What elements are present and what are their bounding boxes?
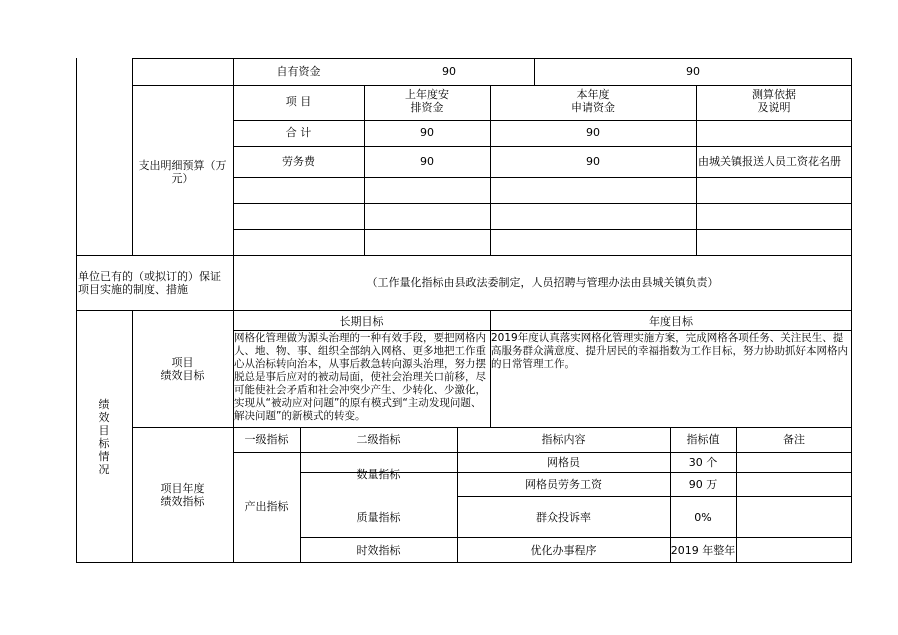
system-label: 单位已有的（或拟订的）保证项目实施的制度、措施 [78, 270, 221, 296]
indicator-header-content: 指标内容 [541, 433, 586, 446]
indicator-value-grid-wages: 90 万 [688, 478, 718, 491]
budget-header-item: 项 目 [285, 95, 312, 108]
indicator-value-complaint-rate: 0% [694, 511, 712, 524]
output-indicator-label: 产出指标 [244, 500, 289, 513]
rule [132, 427, 852, 428]
indicator-content-optimize-process: 优化办事程序 [530, 544, 597, 557]
budget-row-labor-item: 劳务费 [282, 155, 315, 168]
budget-row-total-item: 合 计 [285, 126, 312, 139]
indicator-header-value: 指标值 [686, 433, 720, 446]
annual-indicator-label: 项目年度 绩效指标 [160, 482, 205, 508]
rule [132, 58, 133, 255]
rule [300, 537, 852, 538]
long-term-text: 网格化管理做为源头治理的一种有效手段，要把网格内人、地、物、事、组织全部纳入网格、更多地把工作重心从治标转向治本，从事后救急转向源头治理，努力摆脱总是事后应对的被动局面，使社会治理关口前移，尽可能使社会矛盾和社会冲突少产生、少转化、少激化，实现从“被动应对问题”的原有模式到“主动发现问题、解决问题”的新模式的转变。 [234, 332, 486, 422]
rule [132, 85, 852, 86]
annual-text: 2019年度认真落实网格化管理实施方案，完成网格各项任务、关注民生、提高服务群众满意度、提升居民的幸福指数为工作目标，努力协助抓好本网格内的日常管理工作。 [491, 332, 848, 370]
budget-header-basis: 测算依据 及说明 [752, 88, 796, 114]
self-funds-label: 自有资金 [276, 65, 321, 78]
rule [457, 427, 458, 563]
indicator-header-level1: 一级指标 [244, 433, 289, 446]
indicator-content-grid-wages: 网格员劳务工资 [525, 478, 602, 491]
long-term-header: 长期目标 [339, 315, 384, 328]
rule [233, 203, 852, 204]
quantity-indicator-label: 数量指标 [356, 468, 401, 481]
rule [132, 310, 133, 563]
indicator-content-complaint-rate: 群众投诉率 [536, 511, 591, 524]
performance-section-label: 绩 效 目 标 情 况 [98, 398, 110, 476]
rule [736, 427, 737, 563]
budget-row-labor-this-year: 90 [586, 155, 600, 168]
indicator-value-grid-staff: 30 个 [688, 456, 718, 469]
rule [233, 146, 852, 147]
indicator-value-optimize-process: 2019 年整年 [670, 544, 736, 557]
timeliness-indicator-label: 时效指标 [356, 544, 401, 557]
budget-section-label: 支出明细预算（万元） [138, 159, 227, 185]
rule [76, 310, 852, 311]
annual-header: 年度目标 [649, 315, 693, 328]
quality-indicator-label: 质量指标 [356, 511, 401, 524]
budget-header-this-year: 本年度 申请资金 [571, 88, 615, 114]
budget-form-sheet [76, 58, 852, 563]
rule [457, 496, 852, 497]
self-funds-last-year: 90 [442, 65, 456, 78]
rule [233, 452, 852, 453]
system-value: （工作量化指标由县政法委制定，人员招聘与管理办法由县城关镇负责） [366, 276, 719, 289]
budget-header-last-year: 上年度安 排资金 [405, 88, 449, 114]
indicator-header-level2: 二级指标 [356, 433, 401, 446]
budget-row-labor-last-year: 90 [420, 155, 434, 168]
rule [76, 255, 852, 256]
border-top [132, 58, 852, 59]
indicator-content-grid-staff: 网格员 [547, 456, 580, 469]
rule [233, 120, 852, 121]
budget-row-total-last-year: 90 [420, 126, 434, 139]
self-funds-this-year: 90 [686, 65, 700, 78]
rule [233, 229, 852, 230]
indicator-header-remark: 备注 [783, 433, 805, 446]
project-goal-label: 项目 绩效目标 [160, 356, 205, 382]
rule [233, 177, 852, 178]
rule [300, 427, 301, 563]
rule [233, 330, 852, 331]
budget-row-labor-basis: 由城关镇报送人员工资花名册 [698, 155, 841, 168]
budget-row-total-this-year: 90 [586, 126, 600, 139]
rule [670, 427, 671, 563]
